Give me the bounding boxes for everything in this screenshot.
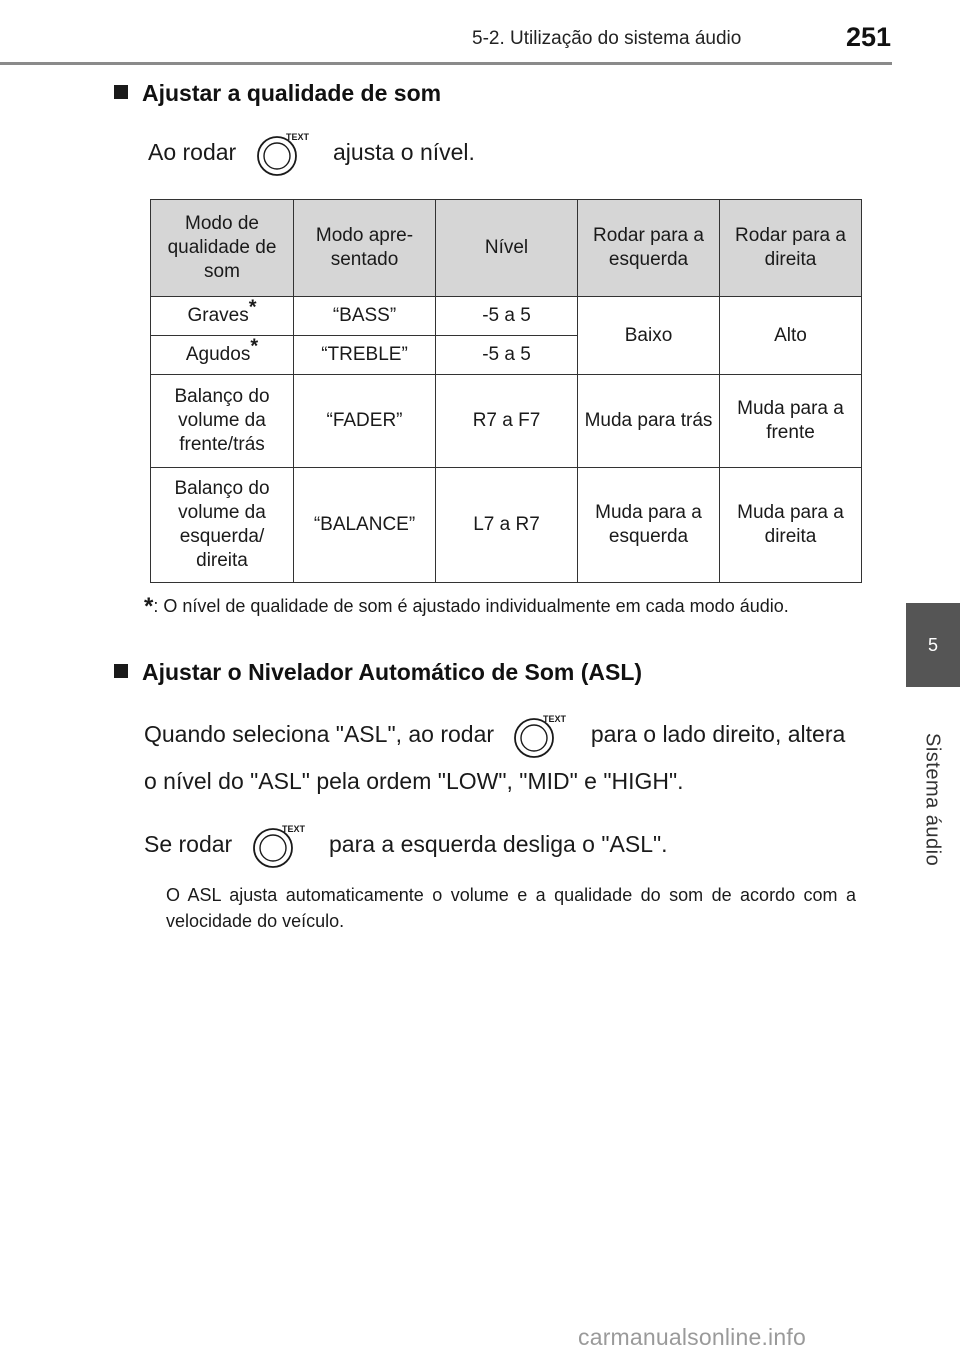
section-heading-sound-quality xyxy=(114,80,441,107)
asl-note: O ASL ajusta automaticamente o volume e a qualidade do som de acordo com a velocidade do veículo. xyxy=(166,885,856,931)
footnote-marker: * xyxy=(250,335,259,358)
section-heading-text: Ajustar a qualidade de som xyxy=(142,80,442,106)
table-row xyxy=(151,297,862,336)
text-knob-icon xyxy=(253,130,317,178)
instruction-text: Se rodar xyxy=(144,831,233,858)
square-bullet-icon xyxy=(114,85,128,99)
instruction-line-1 xyxy=(148,130,475,178)
section-heading-text: Ajustar o Nivelador Automático de Som (ASL) xyxy=(142,659,643,685)
footnote-text: : O nível de qualidade de som é ajustado individualmente em cada modo áudio. xyxy=(153,596,789,616)
instruction-line-2 xyxy=(144,712,845,760)
instruction-text: ajusta o nível. xyxy=(333,139,475,166)
table-cell-level: L7 a R7 xyxy=(436,468,578,583)
table-row xyxy=(151,375,862,468)
sound-quality-table xyxy=(150,199,862,583)
table-cell-left: Muda para trás xyxy=(578,375,720,468)
watermark: carmanualsonline.info xyxy=(578,1324,806,1350)
header-divider xyxy=(0,62,892,65)
table-cell-shown: “TREBLE” xyxy=(294,336,436,375)
table-row xyxy=(151,468,862,583)
footnote-marker: * xyxy=(144,593,154,620)
section-heading-asl xyxy=(114,659,642,686)
mode-text: Graves xyxy=(187,305,249,326)
table-footnote xyxy=(144,593,860,620)
table-cell-right: Alto xyxy=(720,297,862,375)
mode-text: Agudos xyxy=(185,344,251,365)
table-cell-left: Muda para a esquerda xyxy=(578,468,720,583)
instruction-text: Quando seleciona "ASL", ao rodar xyxy=(144,721,495,748)
table-cell-right: Muda para a frente xyxy=(720,375,862,468)
table-header-cell: Nível xyxy=(436,200,578,297)
table-cell-mode: Balanço do volume da frente/trás xyxy=(151,375,294,468)
table-header-row xyxy=(151,200,862,297)
table-header-cell: Modo apre-sentado xyxy=(294,200,436,297)
table-cell-shown: “BASS” xyxy=(294,297,436,336)
square-bullet-icon xyxy=(114,664,128,678)
table-cell-level: R7 a F7 xyxy=(436,375,578,468)
instruction-line-4 xyxy=(144,822,668,870)
table-cell-mode xyxy=(151,336,294,375)
table-cell-shown: “BALANCE” xyxy=(294,468,436,583)
table-cell-mode xyxy=(151,297,294,336)
table-cell-mode: Balanço do volume da esquerda/ direita xyxy=(151,468,294,583)
header-section-title: 5-2. Utilização do sistema áudio xyxy=(472,28,742,49)
instruction-text: para a esquerda desliga o "ASL". xyxy=(329,831,668,858)
table-header-cell: Modo de qualidade de som xyxy=(151,200,294,297)
table-cell-left: Baixo xyxy=(578,297,720,375)
footnote-marker: * xyxy=(248,296,257,319)
chapter-tab-number: 5 xyxy=(906,603,960,687)
table-cell-shown: “FADER” xyxy=(294,375,436,468)
knob-label: TEXT xyxy=(543,714,567,724)
text-knob-icon xyxy=(249,822,313,870)
text-knob-icon xyxy=(510,712,574,760)
chapter-tab-label-text: Sistema áudio xyxy=(921,733,944,867)
chapter-tab-label xyxy=(905,660,959,940)
table-header-cell: Rodar para a esquerda xyxy=(578,200,720,297)
table-cell-level: -5 a 5 xyxy=(436,297,578,336)
knob-label: TEXT xyxy=(281,824,305,834)
table-header-cell: Rodar para a direita xyxy=(720,200,862,297)
instruction-line-3: o nível do "ASL" pela ordem "LOW", "MID" e "HIGH". xyxy=(144,768,684,794)
table-cell-right: Muda para a direita xyxy=(720,468,862,583)
instruction-text: para o lado direito, altera xyxy=(590,721,846,748)
page-number: 251 xyxy=(846,22,892,52)
table-cell-level: -5 a 5 xyxy=(436,336,578,375)
knob-label: TEXT xyxy=(285,132,309,142)
instruction-text: Ao rodar xyxy=(148,139,237,166)
